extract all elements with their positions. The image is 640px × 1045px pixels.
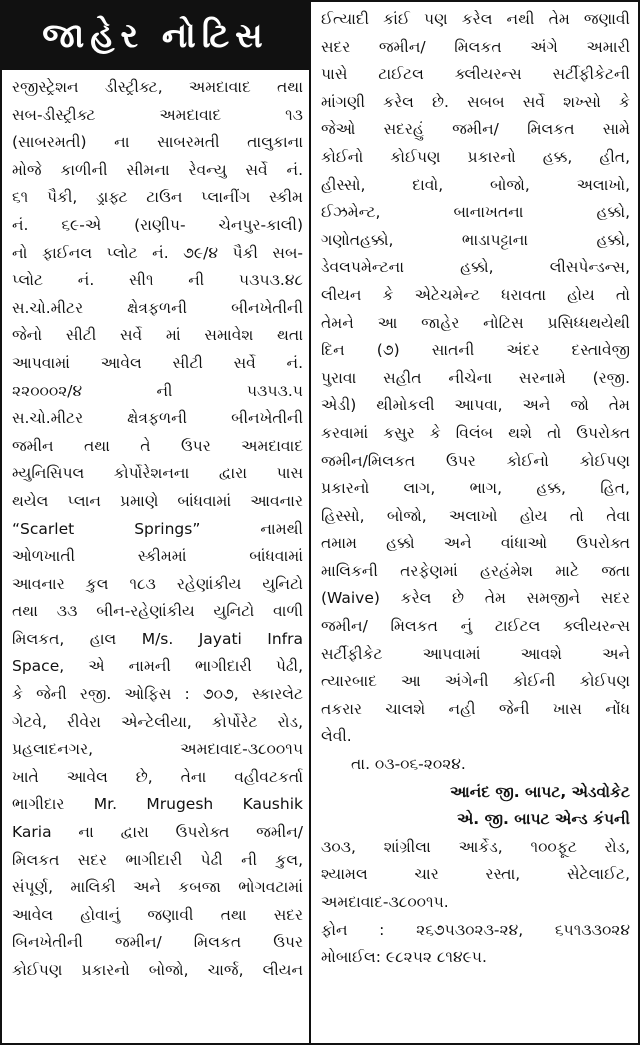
body-line: (સાબરમતી) ના સાબરમતી તાલુકાના	[12, 133, 303, 152]
mobile-line: મોબાઈલ: ૯૮૨૫૨ ૮૧૪૯૫.	[321, 948, 487, 967]
advocate-name: આનંદ જી. બાપટ, એડવોકેટ	[450, 782, 630, 801]
body-line: Karia ના દ્વારા ઉપરોક્ત જમીન/	[12, 823, 303, 842]
body-line: કરવામાં કસુર કે વિલંબ થશે તો ઉપરોક્ત	[321, 423, 630, 442]
body-line: હીસ્સો, દાવો, બોજો, અલાખો,	[321, 175, 630, 194]
body-line: સબ-ડીસ્ટ્રીક્ટ અમદાવાદ ૧૩	[12, 105, 303, 124]
body-line: કોઈનો કોઈપણ પ્રકારનો હક્ક, હીત,	[321, 147, 630, 166]
body-line: માંગણી કરેલ છે. સબબ સર્વે શખ્સો કે	[321, 92, 630, 111]
phone-line: ફોન : ૨૬૭૫૩૦૨૩-૨૪, ૬૫૧૩૩૦૨૪	[321, 920, 630, 939]
body-line: એડી) થીમોકલી આપવા, અને જો તેમ	[321, 396, 630, 415]
address-line: અમદાવાદ-૩૮૦૦૧૫.	[321, 893, 449, 911]
address-line: શ્યામલ ચાર રસ્તા, સેટેલાઈટ,	[321, 865, 630, 884]
body-line: માલિકની તરફેણમાં હરહંમેશ માટે જતા	[321, 561, 630, 580]
body-line: જમીન/ મિલકત નું ટાઈટલ ક્લીયરન્સ	[321, 617, 630, 636]
body-line: સર્ટીફીકેટ આપવામાં આવશે અને	[321, 644, 630, 663]
body-line: ગણોતહક્કો, ભાડાપટ્ટાના હક્કો,	[321, 230, 630, 249]
body-line: ઈઝમેન્ટ, બાનાખતના હક્કો,	[321, 203, 630, 222]
body-line: જમીન/મિલકત ઉપર કોઈનો કોઈપણ	[321, 451, 630, 470]
left-body	[2, 70, 309, 985]
right-body	[311, 2, 638, 972]
body-line: પુરાવા સહીત નીચેના સરનામે (રજી.	[321, 368, 630, 387]
body-line: નો ફાઈનલ પ્લોટ નં. ૭૯/૪ પૈકી સબ-	[12, 243, 303, 262]
body-line: ઓળખાતી સ્કીમમાં બાંધવામાં	[12, 547, 303, 566]
body-line: સંપૂર્ણ, માલિકી અને કબજા ભોગવટામાં	[12, 878, 303, 897]
body-line: હિસ્સો, બોજો, અલાખો હોય તો તેવા	[321, 506, 630, 525]
body-line: પ્રહલાદનગર, અમદાવાદ-૩૮૦૦૧૫	[12, 740, 303, 759]
body-line: ગેટવે, રીવેરા એન્ટેલીયા, કોર્પોરેટ રોડ,	[12, 712, 303, 731]
body-line: Space, એ નામની ભાગીદારી પેઢી,	[12, 657, 303, 676]
body-line: નં. ૬૯-એ (રાણીપ- ચેનપુર-કાલી)	[12, 215, 303, 234]
body-line: જમીન તથા તે ઉપર અમદાવાદ	[12, 436, 303, 455]
left-column	[2, 2, 311, 1043]
body-line: પાસે ટાઈટલ ક્લીયરન્સ સર્ટીફીકેટની	[321, 65, 630, 84]
address-line: ૩૦૩, શાંગ્રીલા આર્કેડ, ૧૦૦ફૂટ રોડ,	[321, 837, 630, 856]
body-line: લેવી.	[321, 727, 352, 746]
body-line: સદર જમીન/ મિલકત અંગે અમારી	[321, 37, 630, 56]
body-line: ૬૧ પૈકી, ડ્રાફ્ટ ટાઉન પ્લાનીંગ સ્કીમ	[12, 188, 303, 207]
body-line: થયેલ પ્લાન પ્રમાણે બાંધવામાં આવનાર	[12, 491, 303, 510]
body-line: લીયન કે એટેચમેન્ટ ધરાવતા હોય તો	[321, 285, 630, 304]
body-line: રજીસ્ટ્રેશન ડીસ્ટ્રીક્ટ, અમદાવાદ તથા	[12, 78, 303, 96]
body-line: (Waive) કરેલ છે તેમ સમજીને સદર	[321, 589, 630, 608]
body-line: જેઓ સદરહું જમીન/ મિલકત સામે	[321, 120, 630, 139]
body-line: આપવામાં આવેલ સીટી સર્વે નં.	[12, 353, 303, 372]
notice-title: જાહેર નોટિસ	[2, 2, 309, 70]
firm-name: એ. જી. બાપટ એન્ડ કંપની	[456, 810, 630, 829]
body-line: આવનાર કુલ ૧૮૩ રહેણાંકીય યુનિટો	[12, 574, 303, 593]
right-column	[311, 2, 638, 1043]
body-line: ખાતે આવેલ છે, તેના વહીવટકર્તા	[12, 767, 303, 786]
body-line: ઈત્યાદી કાંઈ પણ કરેલ નથી તેમ જણાવી	[321, 10, 630, 28]
body-line: પ્લોટ નં. સી૧ ની ૫૩૫૩.૪૮	[12, 271, 303, 290]
body-line: મિલકત, હાલ M/s. Jayati Infra	[12, 629, 303, 648]
notice-date: તા. ૦૩-૦૬-૨૦૨૪.	[351, 755, 466, 774]
body-line: ભાગીદાર Mr. Mrugesh Kaushik	[12, 795, 303, 814]
body-line: જેનો સીટી સર્વે માં સમાવેશ થતા	[12, 326, 303, 345]
body-line: તમામ હક્કો અને વાંધાઓ ઉપરોક્ત	[321, 534, 630, 553]
body-line: બિનખેતીની જમીન/ મિલકત ઉપર	[12, 933, 303, 952]
body-line: ડેવલપમેન્ટના હક્કો, લીસપેન્ડન્સ,	[321, 258, 630, 277]
body-line: મ્યુનિસિપલ કોર્પોરેશનના દ્વારા પાસ	[12, 464, 303, 483]
body-line: તથા ૩૩ બીન-રહેણાંકીય યુનિટો વાળી	[12, 602, 303, 621]
body-line: “Scarlet Springs” નામથી	[12, 519, 303, 538]
body-line: તકરાર ચાલશે નહી જેની ખાસ નોંધ	[321, 699, 630, 718]
body-line: સ.ચો.મીટર ક્ષેત્રફળની બીનખેતીની	[12, 298, 303, 317]
body-line: તેમને આ જાહેર નોટિસ પ્રસિધ્ધથયેથી	[321, 313, 630, 332]
body-line: કોઈપણ પ્રકારનો બોજો, ચાર્જ, લીયન	[12, 961, 303, 979]
body-line: સ.ચો.મીટર ક્ષેત્રફળની બીનખેતીની	[12, 409, 303, 428]
body-line: પ્રકારનો લાગ, ભાગ, હક્ક, હિત,	[321, 479, 630, 498]
body-line: ત્યારબાદ આ અંગેની કોઈની કોઈપણ	[321, 672, 630, 691]
body-line: દિન (૭) સાતની અંદર દસ્તાવેજી	[321, 341, 630, 360]
body-line: કે જેની રજી. ઓફિસ : ૭૦૭, સ્કારલેટ	[12, 685, 303, 704]
body-line: મોજે કાળીની સીમના રેવન્યુ સર્વે નં.	[12, 160, 303, 179]
body-line: ૨૨૦૦૦૨/૪ ની ૫૩૫૩.૫	[12, 381, 303, 400]
body-line: આવેલ હોવાનું જણાવી તથા સદર	[12, 905, 303, 924]
body-line: મિલકત સદર ભાગીદારી પેઢી ની કુલ,	[12, 850, 303, 869]
